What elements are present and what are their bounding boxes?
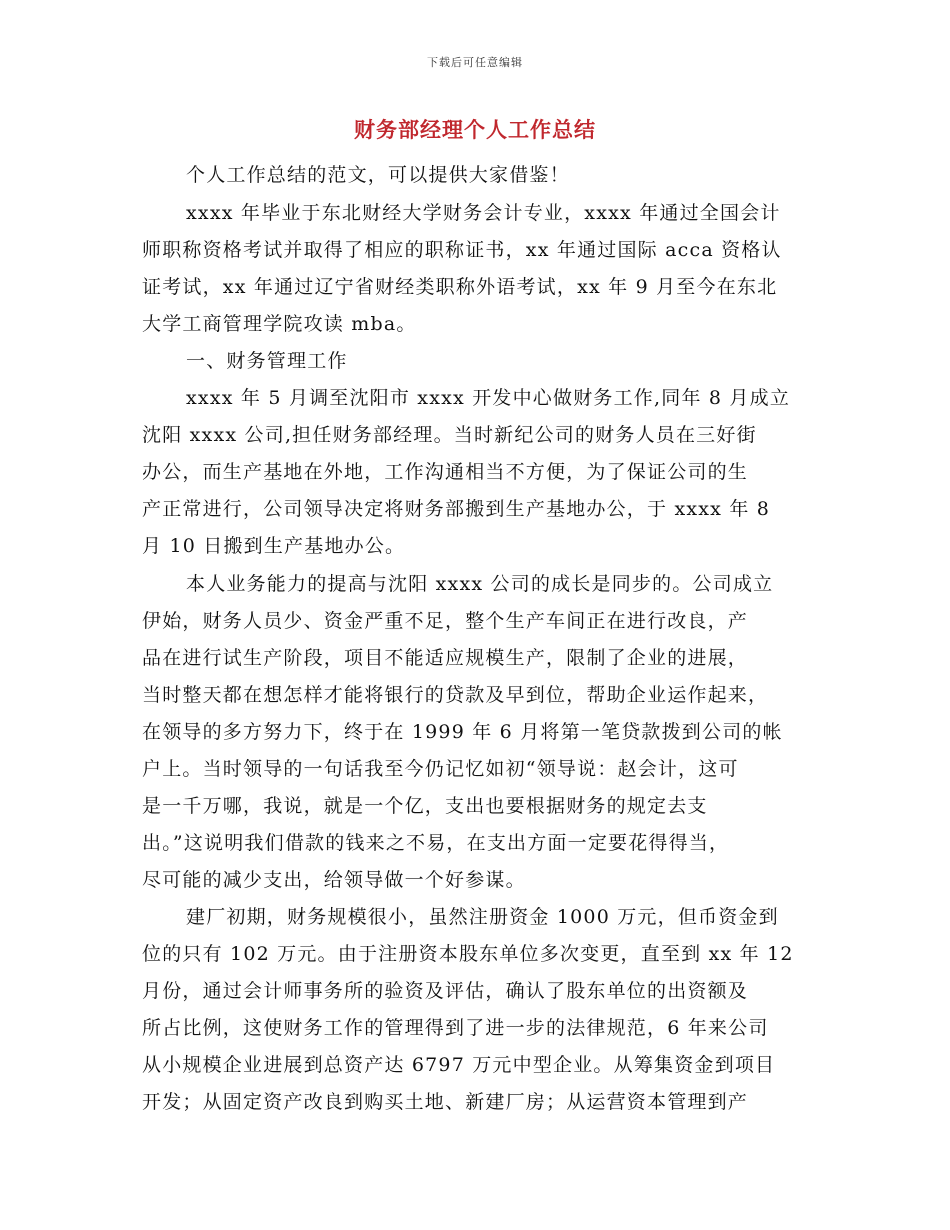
body-line: 所占比例，这使财务工作的管理得到了进一步的法律规范，6 年来公司 bbox=[142, 1017, 769, 1039]
body-line: 在领导的多方努力下，终于在 1999 年 6 月将第一笔贷款拨到公司的帐 bbox=[142, 721, 783, 743]
body-line: 出。”这说明我们借款的钱来之不易，在支出方面一定要花得得当， bbox=[142, 832, 730, 854]
body-line: 位的只有 102 万元。由于注册资本股东单位多次变更，直至到 xx 年 12 bbox=[142, 943, 794, 965]
body-line: 建厂初期，财务规模很小，虽然注册资金 1000 万元，但币资金到 bbox=[186, 906, 779, 928]
body-line: 师职称资格考试并取得了相应的职称证书，xx 年通过国际 acca 资格认 bbox=[142, 239, 782, 261]
body-line: 本人业务能力的提高与沈阳 xxxx 公司的成长是同步的。公司成立 bbox=[186, 573, 774, 595]
document-title: 财务部经理个人工作总结 bbox=[354, 117, 596, 142]
body-line: 从小规模企业进展到总资产达 6797 万元中型企业。从筹集资金到项目 bbox=[142, 1054, 776, 1076]
body-line: 产正常进行，公司领导决定将财务部搬到生产基地办公，于 xxxx 年 8 bbox=[142, 498, 771, 520]
body-line: 办公，而生产基地在外地，工作沟通相当不方便，为了保证公司的生 bbox=[142, 461, 749, 483]
body-line: 月份，通过会计师事务所的验资及评估，确认了股东单位的出资额及 bbox=[142, 980, 749, 1002]
body-line: 尽可能的减少支出，给领导做一个好参谋。 bbox=[142, 869, 526, 891]
body-line: 开发；从固定资产改良到购买土地、新建厂房；从运营资本管理到产 bbox=[142, 1091, 749, 1113]
body-line: xxxx 年 5 月调至沈阳市 xxxx 开发中心做财务工作,同年 8 月成立 bbox=[186, 387, 791, 409]
body-line: 沈阳 xxxx 公司,担任财务部经理。当时新纪公司的财务人员在三好街 bbox=[142, 424, 757, 446]
body-line: 大学工商管理学院攻读 mba。 bbox=[142, 313, 417, 335]
body-line: 伊始，财务人员少、资金严重不足，整个生产车间正在进行改良，产 bbox=[142, 610, 749, 632]
body-line: 证考试，xx 年通过辽宁省财经类职称外语考试，xx 年 9 月至今在东北 bbox=[142, 276, 778, 298]
body-line: 是一千万哪，我说，就是一个亿，支出也要根据财务的规定去支 bbox=[142, 795, 708, 817]
section-heading: 一、财务管理工作 bbox=[186, 350, 348, 372]
body-line: 户上。当时领导的一句话我至今仍记忆如初“领导说：赵会计，这可 bbox=[142, 758, 739, 780]
body-line: 品在进行试生产阶段，项目不能适应规模生产，限制了企业的进展， bbox=[142, 647, 749, 669]
body-line: xxxx 年毕业于东北财经大学财务会计专业，xxxx 年通过全国会计 bbox=[186, 202, 781, 224]
body-line: 当时整天都在想怎样才能将银行的贷款及早到位，帮助企业运作起来， bbox=[142, 684, 769, 706]
body-line: 月 10 日搬到生产基地办公。 bbox=[142, 535, 406, 557]
header-note: 下载后可任意编辑 bbox=[427, 56, 523, 69]
body-line: 个人工作总结的范文，可以提供大家借鉴！ bbox=[186, 164, 570, 186]
